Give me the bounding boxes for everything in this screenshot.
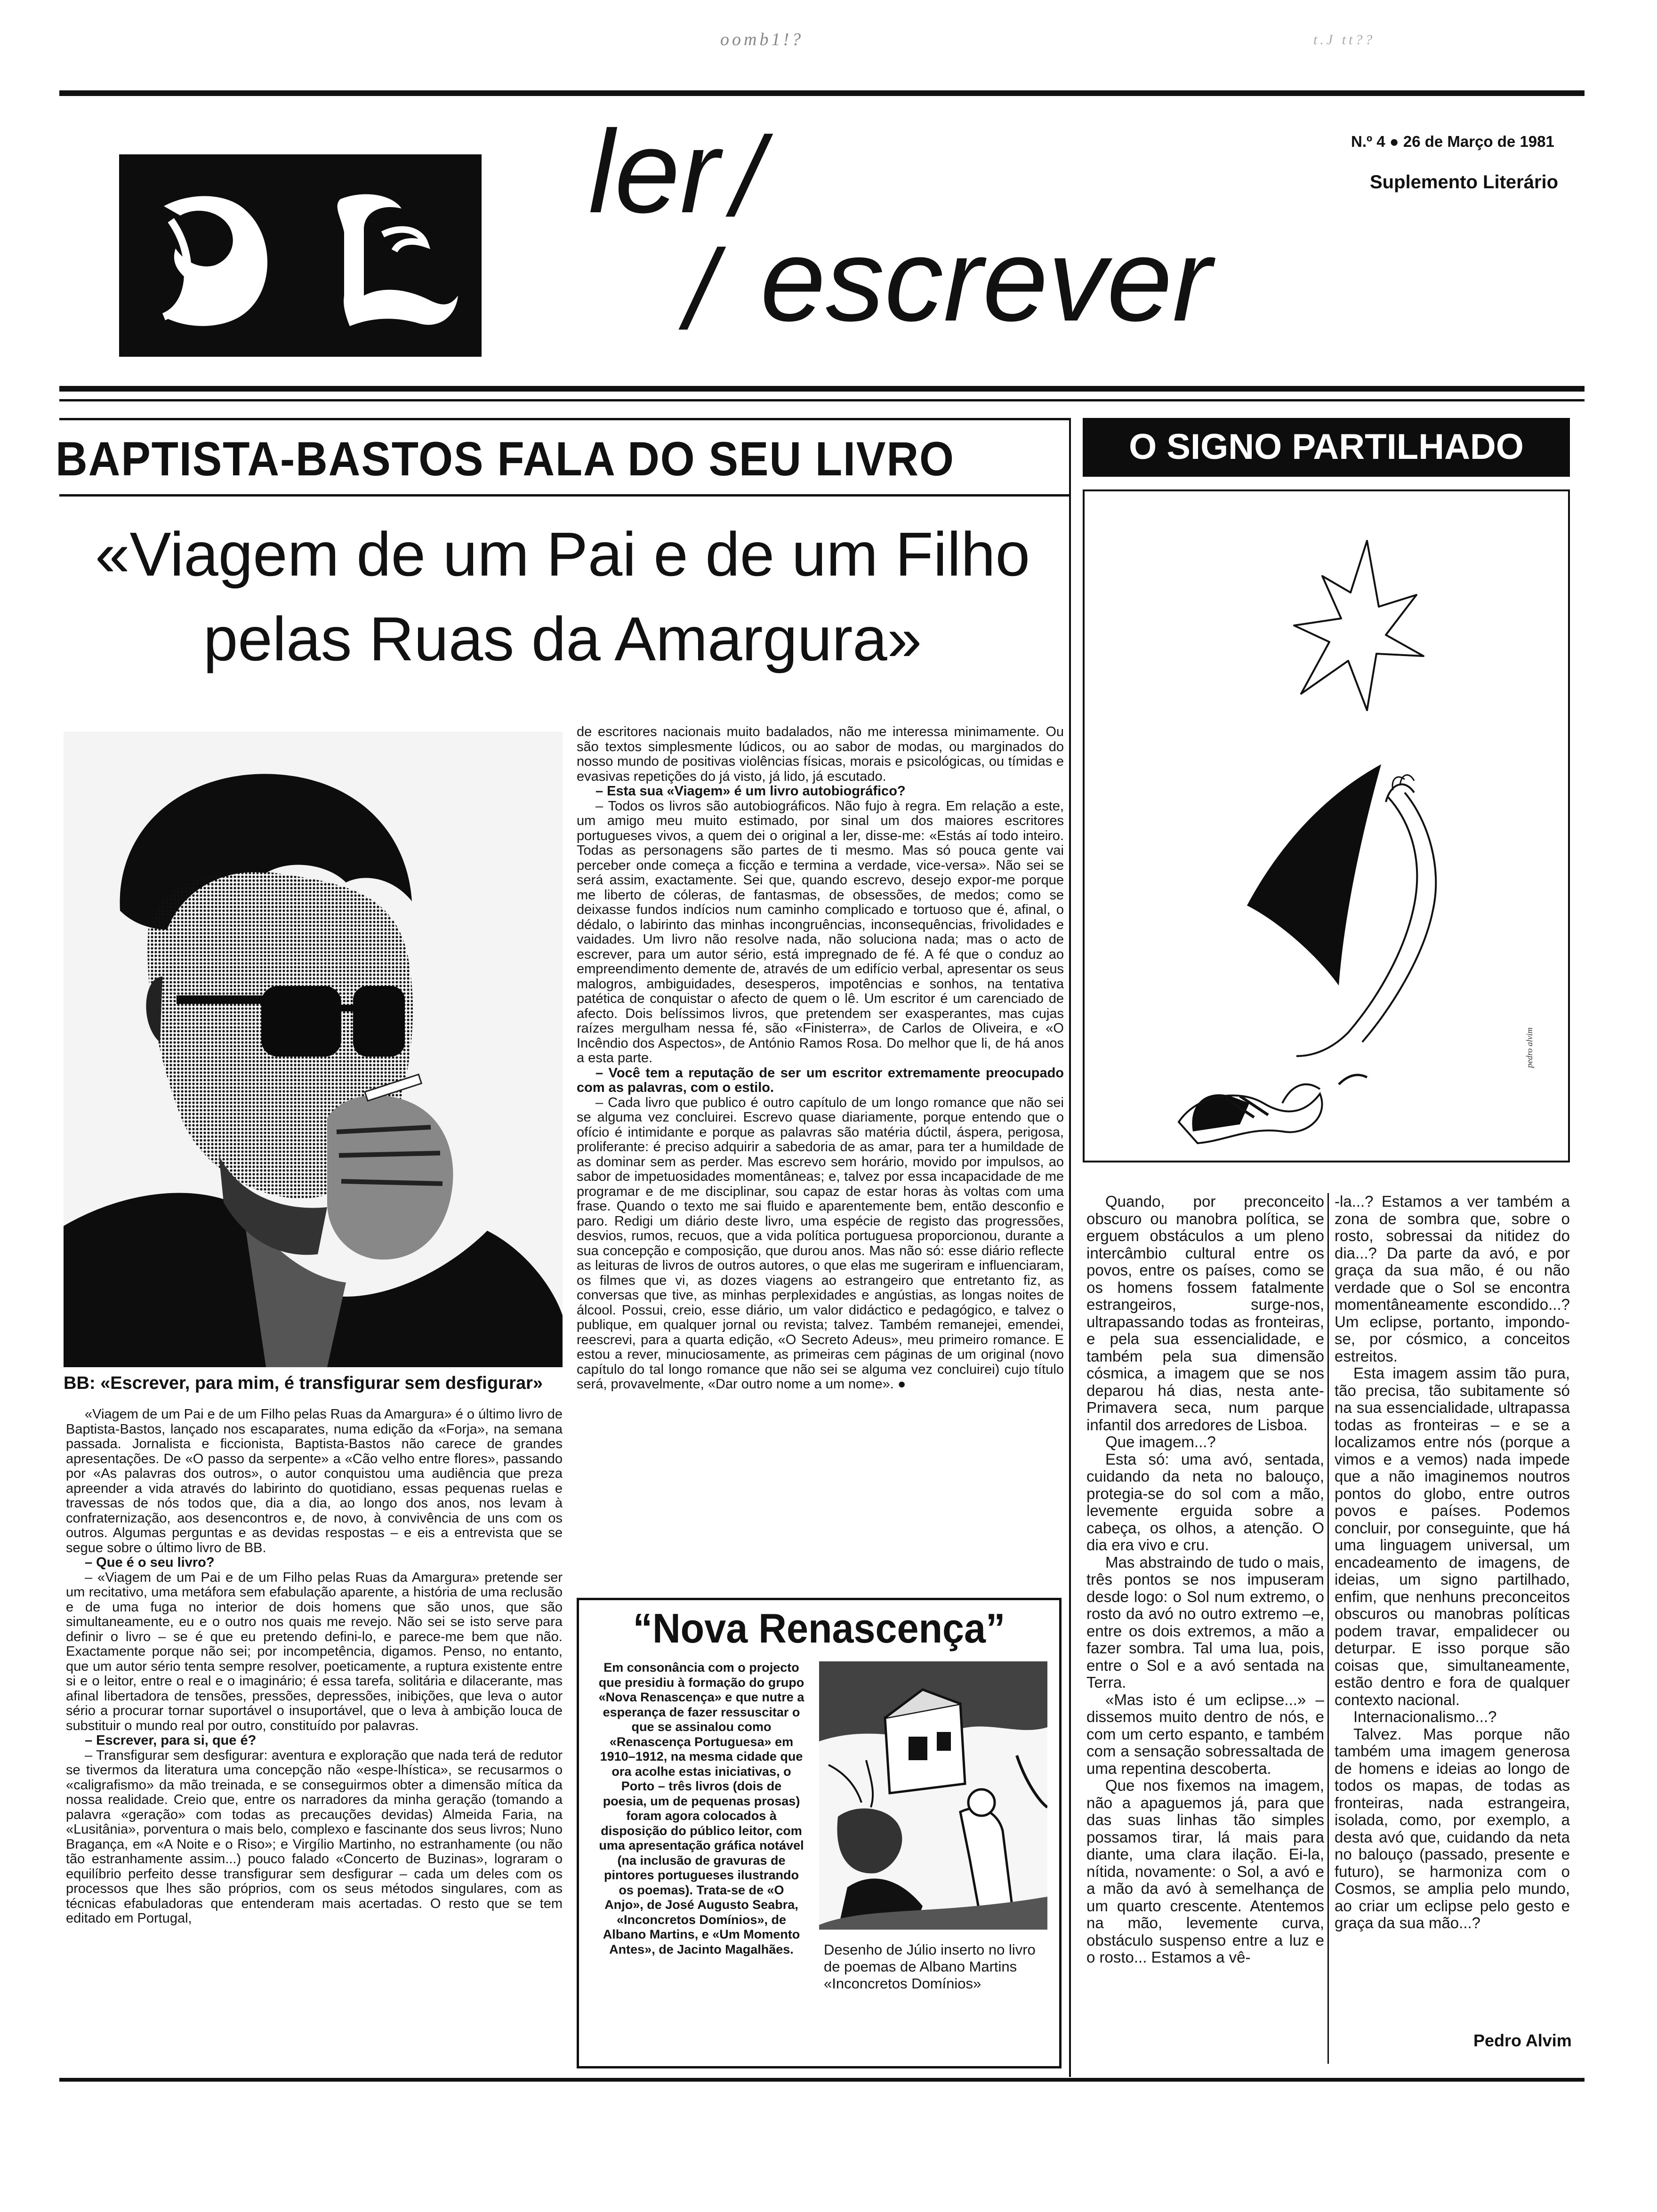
signo-title-box: [1083, 418, 1570, 477]
photo-caption: BB: «Escrever, para mim, é transfigurar sem desfigurar»: [64, 1373, 543, 1393]
article-paragraph: – Todos os livros são autobiográficos. Não fujo à regra. Em relação a este, um amigo meu muito estimado, por sinal um dos maiores escritores portugueses vivos, a quem dei o original a ler, disse-me: «Estás aí todo inteiro. Todas as personagens são partes de ti mesmo. Mas só pouca gente vai perceber onde começa a ficção e termina a verdade, vice-versa». Não sei se será assim, exactamente. Sei que, quando escrevo, desejo expor-me porque me liberto de cóleras, de fantasmas, de obsessões, de medos; como se deixasse fundos indícios num caminho complicado e tortuoso que é, afinal, o dédalo, o labirinto das minhas incongruências, inconsequências, frivolidades e vaidades. Um livro não resolve nada, não soluciona nada; mas o acto de escrever, para um autor sério, está impregnado de fé. A fé que o conduz ao empreendimento demente de, através de um edifício verbal, apresentar os seus malogros, ambiguidades, desesperos, impotências e sonhos, na tentativa patética de conquistar o afecto de quem o lê. Um escritor é um carenciado de afecto. Dois belíssimos livros, que pretendem ser exasperantes, mas cujas raízes mergulham nessa fé, são «Finisterra», de Carlos de Oliveira, e «O Incêndio dos Aspectos», de António Ramos Rosa. Do melhor que li, de há anos a esta parte.: [577, 798, 1064, 1066]
signo-paragraph: Quando, por preconceito obscuro ou manobra política, se erguem obstáculos a um pleno intercâmbio cultural entre os povos, entre os países, como se os homens fossem fatalmente estrangeiros, surge-nos, ultrapassando todas as fronteiras, e pela sua essencialidade, e também pela sua dimensão cósmica, a imagem que se nos deparou há dias, nesta ante-Primavera seca, num parque infantil dos arredores de Lisboa.: [1086, 1193, 1324, 1434]
top-scribble-right: t.J tt??: [1313, 32, 1375, 48]
renascenca-illustration: [819, 1661, 1047, 1930]
kicker-top-rule: [59, 418, 1069, 420]
supplement-label: Suplemento Literário: [1370, 172, 1559, 192]
article-title-line1: «Viagem de um Pai e de um Filho: [95, 520, 1030, 589]
signo-paragraph: -la...? Estamos a ver também a zona de sombra que, sobre o rosto, sobressai da nitidez do dia...? Da parte da avó, e por graça da sua mão, é ou não verdade que o Sol se encontra momentâneamente escondido...? Um eclipse, portanto, impondo-se, por cósmico, a conceitos estreitos.: [1335, 1193, 1570, 1365]
article-paragraph: – Transfigurar sem desfigurar: aventura e exploração que nada terá de redutor se tivermos da literatura uma concepção não «espe-lhística», se recusarmos o «caligrafismo» da mão treinada, e se conseguirmos obter a dimensão mítica da nossa realidade. Creio que, entre os narradores da minha geração (tomando a palavra «geração» com todas as precauções devidas) Almeida Faria, na «Lusitânia», porventura o mais belo, complexo e fascinante dos seus livros; Nuno Bragança, em «A Noite e o Riso»; e Virgílio Martinho, no estranhamente (ou não tão estranhamente assim...) pouco falado «Concerto de Buzinas», lograram o equilíbrio perfeito desse transfigurar sem desfigurar – cada um deles com os processos que lhes são próprios, com os seus métodos singulares, com as técnicas efabuladoras que entenderam mais acertadas. O resto que se tem editado em Portugal,: [66, 1747, 563, 1926]
kicker-bottom-rule: [59, 494, 1069, 497]
masthead-ler: ler: [588, 106, 719, 237]
signo-column-divider: [1327, 1193, 1329, 2064]
signo-paragraph: Que imagem...?: [1105, 1433, 1216, 1451]
dl-logo-mark: [119, 154, 482, 357]
article-title-line2: pelas Ruas da Amargura»: [203, 604, 922, 673]
signo-paragraph: Talvez. Mas porque não também uma imagem generosa de homens e ideias ao longo de todos os mapas, de todas as fronteiras, nada estrangeira, isolada, como, por exemplo, a desta avó que, cuidando da neta no balouço (passado, presente e futuro), se harmoniza com o Cosmos, se amplia pelo mundo, ao criar um eclipse pelo gesto e graça da sua mão...?: [1335, 1725, 1570, 1931]
signo-author: Pedro Alvim: [1473, 2031, 1572, 2050]
signo-paragraph: Esta imagem assim tão pura, tão precisa, tão subitamente só na sua essencialidade, ultrapassa todas as fronteiras – e se a localizamos entre nós (porque a vimos e a vemos) nada impede que a não imaginemos noutros pontos do globo, entre outros povos e países. Podemos concluir, por conseguinte, que há uma linguagem universal, um encadeamento de imagens, de ideias, um signo partilhado, enfim, que nenhuns preconceitos obscuros ou manobras políticas podem travar, empalidecer ou deturpar. E isso porque são coisas que, simultaneamente, estão dentro e fora de qualquer contexto nacional.: [1335, 1364, 1570, 1708]
renascenca-title: “Nova Renascença”: [633, 1605, 1005, 1651]
signo-paragraph: «Mas isto é um eclipse...» – dissemos muito dentro de nós, e com um certo espanto, e também com a sensação sobressaltada de uma repentina descoberta.: [1086, 1691, 1324, 1777]
column-divider-main: [1069, 418, 1071, 2077]
signo-title: O SIGNO PARTILHADO: [1129, 427, 1524, 467]
masthead-escrever: escrever: [760, 214, 1212, 345]
article-kicker: BAPTISTA-BASTOS FALA DO SEU LIVRO: [56, 432, 955, 486]
interview-question: – Escrever, para si, que é?: [85, 1733, 257, 1748]
author-portrait-image: [64, 732, 563, 1367]
article-body-left: [66, 1407, 563, 1926]
eclipse-drawing-image: [1085, 491, 1568, 1161]
dl-logo: [119, 154, 482, 357]
interview-question: – Você tem a reputação de ser um escritor extremamente preocupado com as palavras, com o estilo.: [577, 1065, 1064, 1095]
signo-column-1: [1086, 1193, 1324, 1966]
signo-paragraph: Mas abstraindo de tudo o mais, três pontos se nos impuseram desde logo: o Sol num extremo, o rosto da avó no outro extremo –e, entre os dois extremos, a mão a fazer sombra. Tal uma lua, pois, entre o Sol e a avó sentada na Terra.: [1086, 1553, 1324, 1691]
signo-paragraph: Esta só: uma avó, sentada, cuidando da neta no balouço, protegia-se do sol com a mão, levemente erguida sobre a cabeça, os olhos, a atenção. O dia era vivo e cru.: [1086, 1450, 1324, 1554]
top-scribble: oomb1!?: [720, 30, 804, 49]
article-paragraph: de escritores nacionais muito badalados, não me interessa minimamente. Ou são textos simplesmente lúdicos, ou ao sabor de modas, ou marginados do nosso mundo de positivas violências físicas, morais e psicológicas, ou tímidas e evasivas repetições do já visto, já lido, já escutado.: [577, 724, 1064, 784]
masthead-top-rule: [59, 90, 1585, 96]
article-paragraph: «Viagem de um Pai e de um Filho pelas Ruas da Amargura» é o último livro de Baptista-Bastos, lançado nos escaparates, numa edição da «Forja», na semana passada. Jornalista e ficcionista, Baptista-Bastos não carece de grandes apresentações. De «O passo da serpente» a «Cão velho entre flores», passando por «As palavras dos outros», o autor conquistou uma audiência que preza apreender a vida através do labirinto do quotidiano, essas pequenas ruelas e travessas de nós todos que, dia a dia, ao longo dos anos, nos levam à confraternização, aos desencontros e, de novo, à convivência de uns com os outros. Algumas perguntas e as devidas respostas – e eis a entrevista que se segue sobre o último livro de BB.: [66, 1407, 563, 1555]
renascenca-text: Em consonância com o projecto que presidiu à formação do grupo «Nova Renascença» e que nutre a esperança de fazer ressuscitar o que se assinalou como «Renascença Portuguesa» em 1910–1912, na mesma cidade que ora acolhe estas iniciativas, o Porto – três livros (dois de poesia, um de pequenas prosas) foram agora colocados à disposição do público leitor, com uma apresentação gráfica notável (na inclusão de gravuras de pintores portugueses ilustrando os poemas). Trata-se de «O Anjo», de José Augusto Seabra, «Inconcretos Domínios», de Albano Martins, e «Um Momento Antes», de Jacinto Magalhães.: [598, 1660, 804, 1956]
article-paragraph: – Cada livro que publico é outro capítulo de um longo romance que não sei se alguma vez concluirei. Escrevo quase diariamente, porque entendo que o ofício é intimidante e porque as palavras são matéria dúctil, áspera, perigosa, proliferante: é preciso adquirir a sabedoria de as amar, para ter a humildade de as dominar sem as perder. Mas escrevo sem horário, movido por impulsos, ao sabor de impetuosidades momentâneas; e, talvez por essa incapacidade de me programar e de me disciplinar, sou capaz de estar horas às voltas com uma frase. Quando o texto me sai fluido e aparentemente bem, então desconfio e paro. Redigi um diário deste livro, uma espécie de registo das progressões, desvios, rumos, recuos, que a vida política portuguesa proporcionou, durante a sua concepção e composição, que durou anos. Mas não só: esse diário reflecte as leituras de livros de outros autores, o que elas me sugeriram e influenciaram, os filmes que vi, as dozes viagens ao estrangeiro que entretanto fiz, as conversas que tive, as minhas perplexidades e angústias, as longas noites de álcool. Possui, creio, esse diário, um valor didáctico e pedagógico, e talvez o publique, em qualquer jornal ou revista; talvez. Também remanejei, emendei, reescrevi, para a quarta edição, «O Secreto Adeus», meu primeiro romance. E estou a rever, minuciosamente, as primeiras cem páginas de um original (novo capítulo do tal longo romance que não sei se alguma vez concluirei) cujo título será, provavelmente, «Dar outro nome a um nome». ●: [577, 1096, 1064, 1392]
signo-column-2: [1335, 1193, 1570, 1932]
masthead-bottom-rule-2: [59, 399, 1585, 401]
interview-question: – Que é o seu livro?: [85, 1555, 215, 1570]
signo-paragraph: Que nos fixemos na imagem, não a apaguemos já, para que das suas linhas tão simples possamos tirar, lá mais para diante, uma clara ilação. Ei-la, nítida, novamente: o Sol, a avó e a mão da avó à semelhança de um quarto crescente. Atentemos na mão, levemente curva, obstáculo suspenso entre a luz e o rosto... Estamos a vê-: [1086, 1777, 1324, 1966]
masthead-slash-1: /: [732, 113, 764, 240]
signo-paragraph: Internacionalismo...?: [1353, 1708, 1497, 1725]
interview-question: – Esta sua «Viagem» é um livro autobiográfico?: [595, 784, 906, 799]
page-bottom-rule: [59, 2078, 1585, 2082]
masthead-slash-2: /: [685, 226, 716, 353]
renascenca-caption: Desenho de Júlio inserto no livro de poemas de Albano Martins «Inconcretos Domínios»: [824, 1941, 1036, 1992]
issue-info: N.º 4 ● 26 de Março de 1981: [1351, 133, 1554, 150]
drawing-signature: pedro alvim: [1525, 1027, 1534, 1068]
renascenca-box: [577, 1598, 1062, 2068]
signo-drawing-frame: [1083, 489, 1570, 1162]
article-paragraph: – «Viagem de um Pai e de um Filho pelas Ruas da Amargura» pretende ser um recitativo, uma metáfora sem efabulação aparente, a história de uma reclusão e de uma fuga no interior de dois homens que são unos, que são simultaneamente, eu e o outro nos quais me revejo. Não sei se isto serve para definir o livro – se é que eu pretendo defini-lo, e parece-me bem que não. Exactamente porque não sei; por incompetência, digamos. Penso, no entanto, que um autor sério tenta sempre resolver, poeticamente, a ruptura existente entre si e o leitor, entre o real e o imaginário; é essa tarefa, solitária e dilacerante, mas afinal libertadora de tensões, pressões, depressões, inibições, que leva o autor sério a procurar tornar suportável o insuportável, que o leva à ambição louca de substituir o mundo real por outro, constituído por palavras.: [66, 1570, 563, 1733]
julio-drawing-image: [819, 1661, 1047, 1930]
author-photo: [64, 732, 563, 1367]
article-body-right: [577, 725, 1064, 1392]
masthead-bottom-rule-1: [59, 386, 1585, 392]
